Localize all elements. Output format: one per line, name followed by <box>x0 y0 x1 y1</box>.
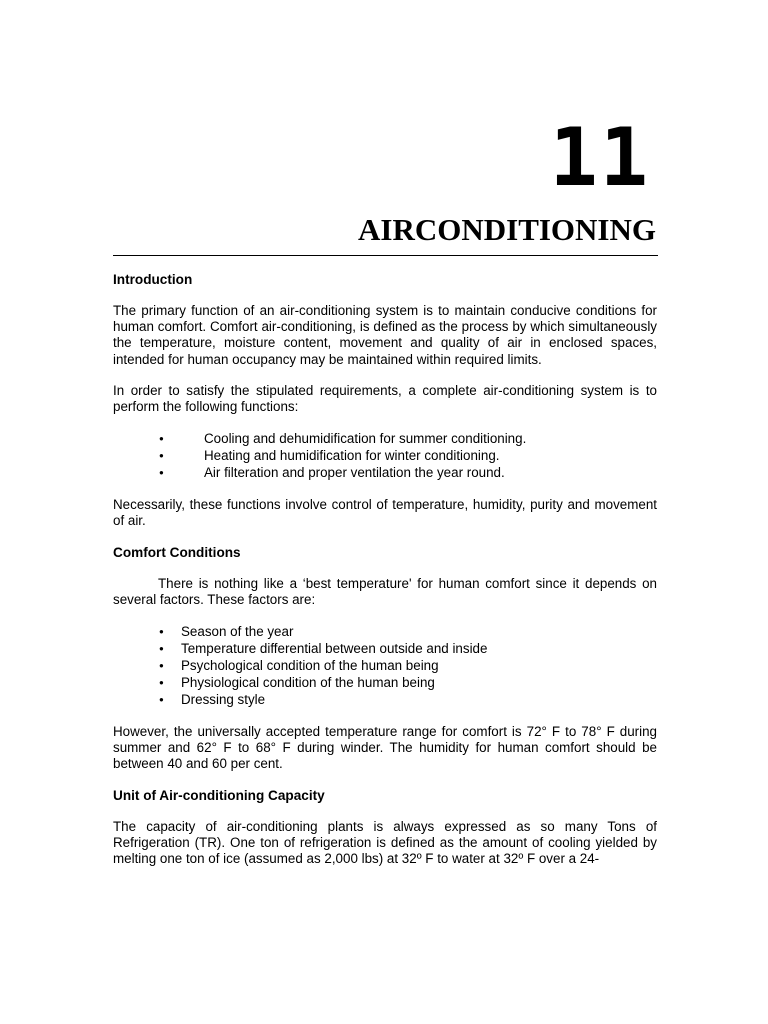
list-item-text: Physiological condition of the human being <box>181 675 435 691</box>
introduction-paragraph-1: The primary function of an air-conditioning system is to maintain conducive conditions for human comfort. Comfort air-conditioning, is defined as the process by which simultaneously the temperature, moisture content, movement and quality of air in enclosed spaces, intended for human occupancy may be maintained within required limits. <box>113 303 657 367</box>
list-item-text: Heating and humidification for winter conditioning. <box>204 448 500 464</box>
title-divider <box>113 255 658 256</box>
section-introduction <box>113 272 657 530</box>
unit-capacity-paragraph-1: The capacity of air-conditioning plants is always expressed as so many Tons of Refrigeration (TR). One ton of refrigeration is defined as the amount of cooling yielded by melting one ton of ice (assumed as 2,000 lbs) at 32º F to water at 32º F over a 24- <box>113 818 657 867</box>
list-item <box>113 623 657 640</box>
list-item-text: Air filteration and proper ventilation the year round. <box>204 465 505 481</box>
list-item <box>113 430 657 447</box>
bullet-icon: ● <box>159 695 164 705</box>
introduction-paragraph-3: Necessarily, these functions involve control of temperature, humidity, purity and movement of air. <box>113 497 657 529</box>
list-item <box>113 640 657 657</box>
factors-list <box>113 623 657 708</box>
bullet-icon: ● <box>159 678 164 688</box>
comfort-paragraph-2: However, the universally accepted temperature range for comfort is 72° F to 78° F during summer and 62° F to 68° F during winder. The humidity for human comfort should be between 40 and 60 per cent. <box>113 724 657 772</box>
section-comfort-conditions <box>113 545 657 773</box>
section-unit-capacity <box>113 788 657 868</box>
list-item-text: Season of the year <box>181 624 294 640</box>
list-item <box>113 464 657 481</box>
functions-list <box>113 430 657 481</box>
list-item <box>113 447 657 464</box>
section-heading-introduction: Introduction <box>113 272 193 287</box>
bullet-icon: ● <box>159 644 164 654</box>
chapter-title: AIRCONDITIONING <box>358 212 656 247</box>
chapter-number: 11 <box>549 111 650 204</box>
bullet-icon: ● <box>159 434 164 444</box>
section-heading-unit-capacity: Unit of Air-conditioning Capacity <box>113 787 325 803</box>
list-item-text: Dressing style <box>181 692 266 708</box>
bullet-icon: ● <box>159 468 164 478</box>
list-item <box>113 691 657 708</box>
introduction-paragraph-2: In order to satisfy the stipulated requirements, a complete air-conditioning system is to perform the following functions: <box>113 382 657 415</box>
list-item-text: Temperature differential between outside and inside <box>181 641 488 657</box>
list-item <box>113 657 657 674</box>
list-item-text: Psychological condition of the human being <box>181 658 439 674</box>
bullet-icon: ● <box>159 451 164 461</box>
bullet-icon: ● <box>159 627 164 637</box>
list-item-text: Cooling and dehumidification for summer conditioning. <box>204 431 527 447</box>
list-item <box>113 674 657 691</box>
comfort-paragraph-1: There is nothing like a ‘best temperature' for human comfort since it depends on several factors. These factors are: <box>113 575 657 607</box>
bullet-icon: ● <box>159 661 164 671</box>
page-body <box>113 272 657 882</box>
section-heading-comfort-conditions: Comfort Conditions <box>113 544 241 560</box>
